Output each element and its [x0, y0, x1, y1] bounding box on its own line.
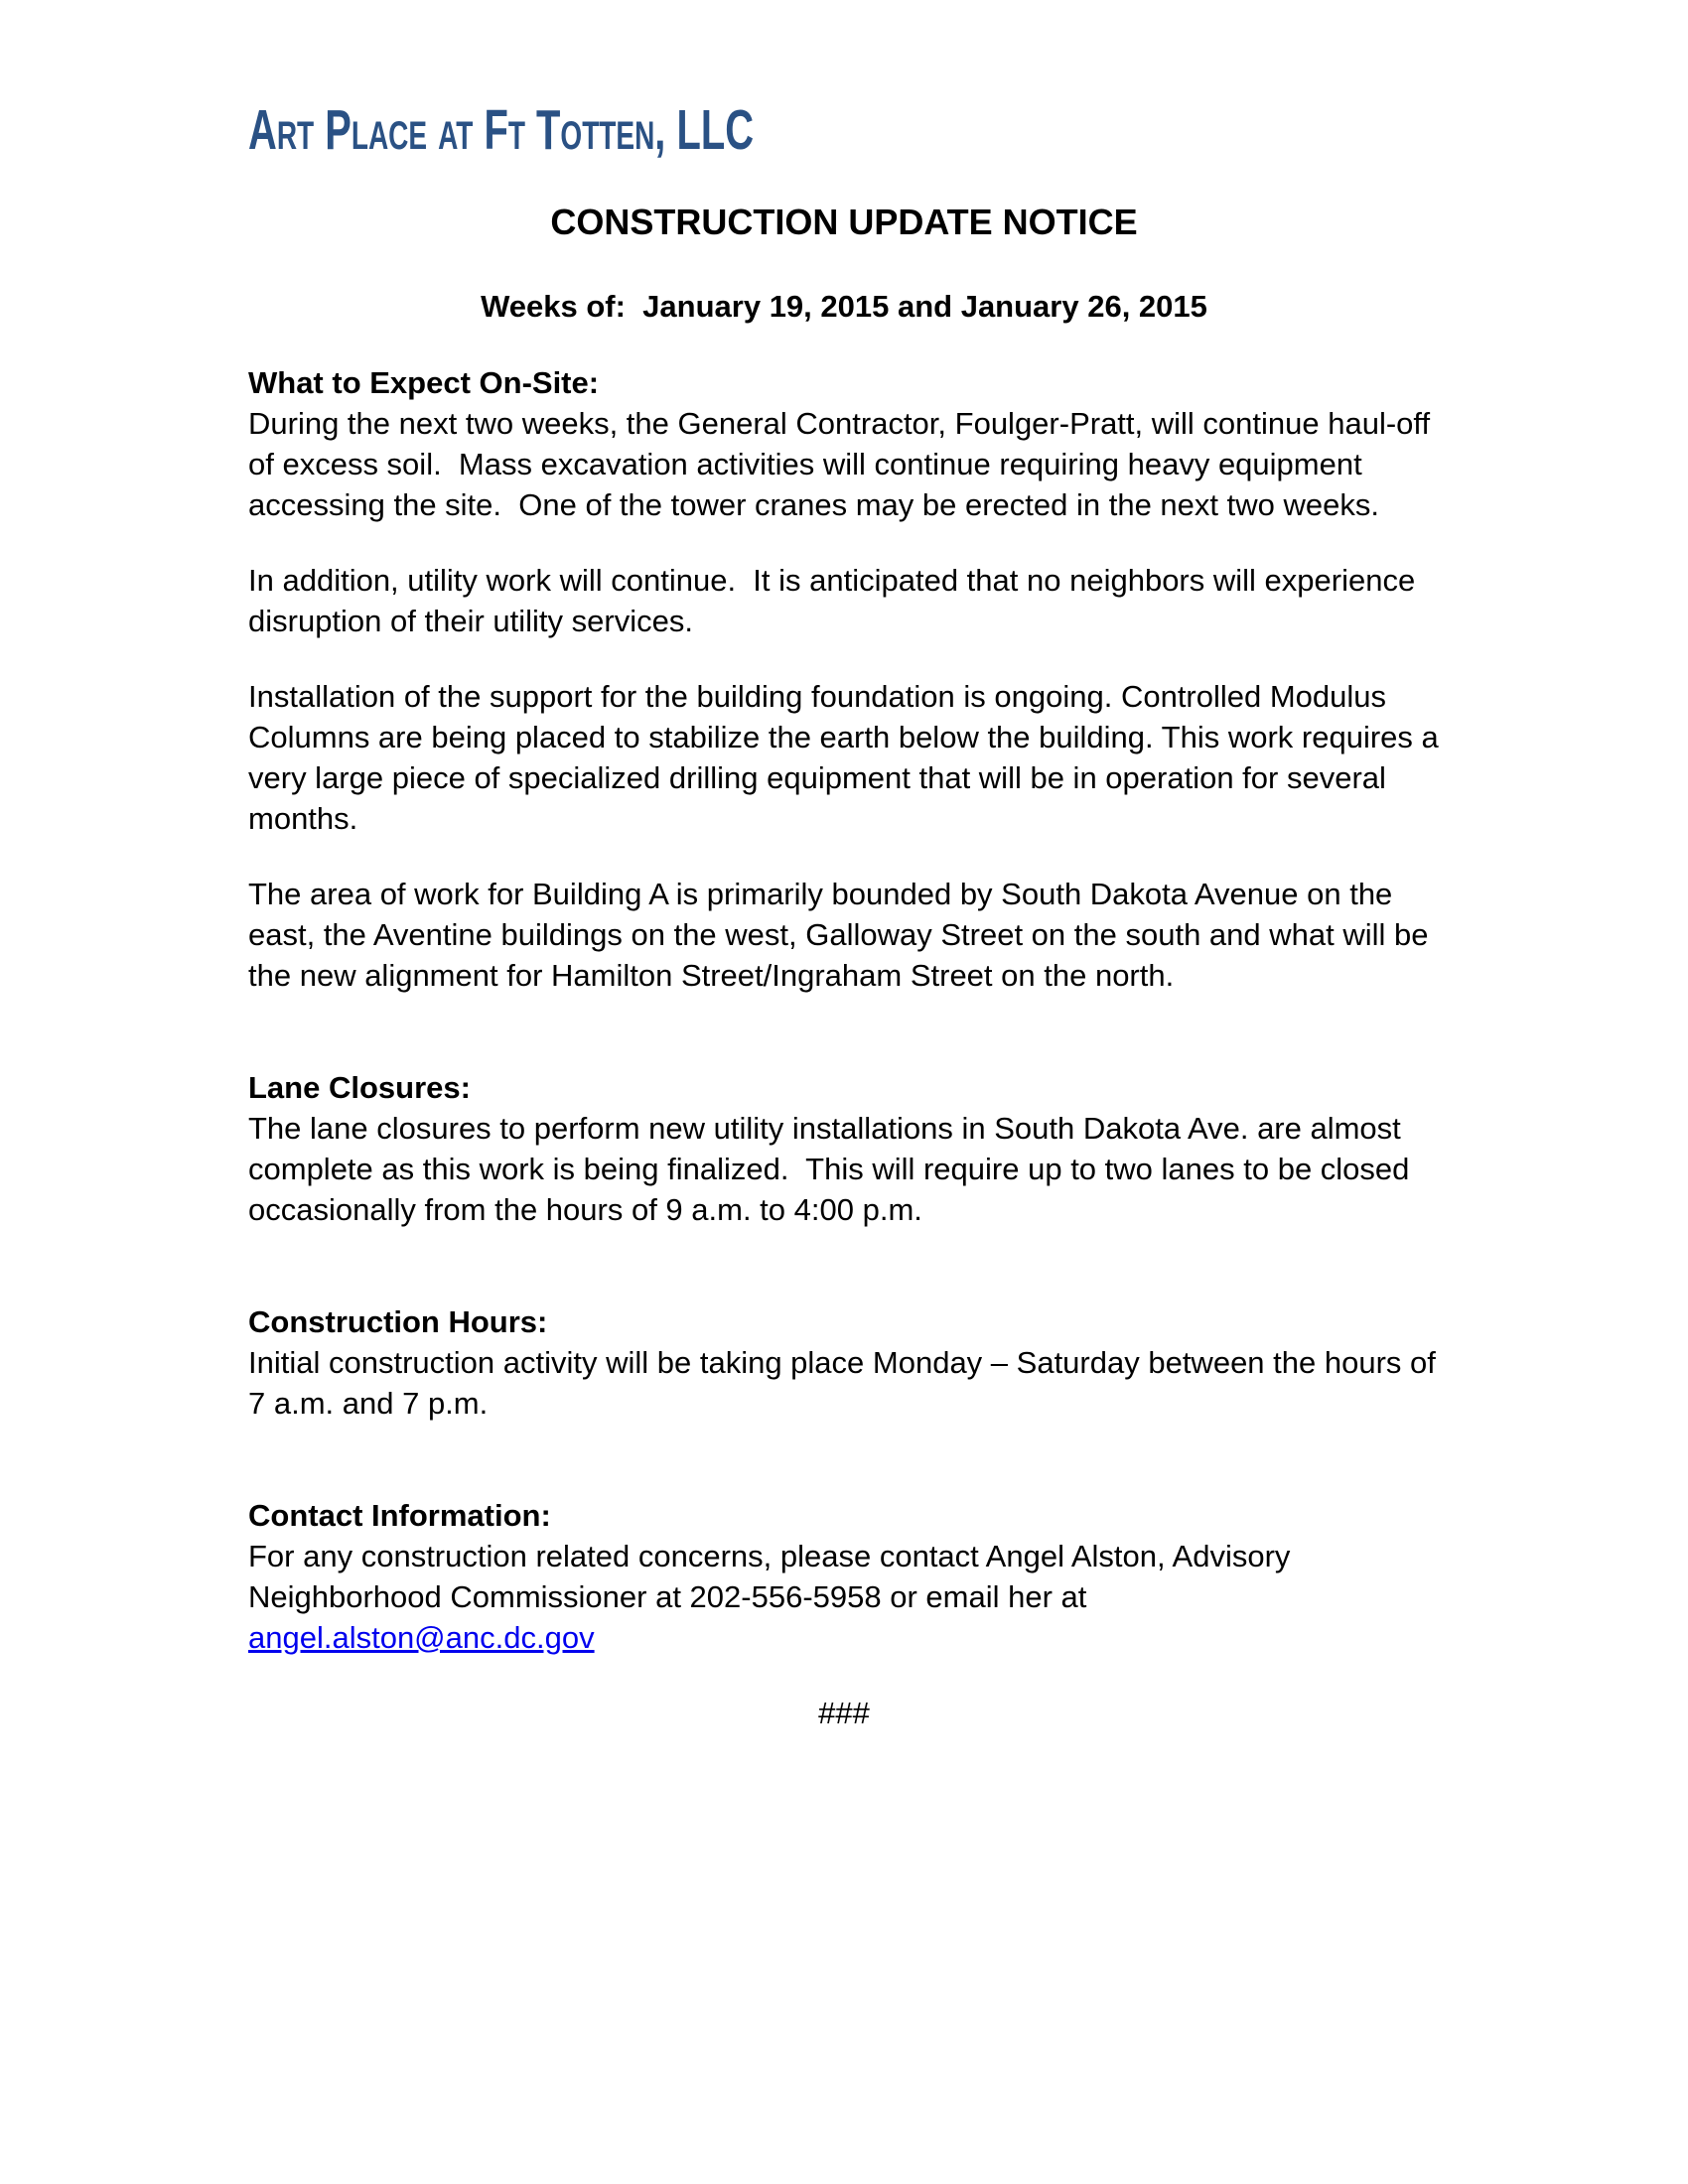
email-link[interactable]: angel.alston@anc.dc.gov — [248, 1620, 595, 1655]
paragraph: In addition, utility work will continue. It is anticipated that no neighbors will experience disruption of their utility services. — [248, 563, 1424, 638]
document-content — [248, 98, 1448, 1733]
section-heading-contact-information: Contact Information: — [248, 1498, 551, 1533]
end-mark: ### — [818, 1696, 870, 1730]
section-construction-hours — [248, 1301, 1445, 1424]
paragraph: The lane closures to perform new utility installations in South Dakota Ave. are almost complete as this work is being finalized. This will require up to two lanes to be closed occasionally from the hours of 9 a.m. to 4:00 p.m. — [248, 1111, 1419, 1227]
section-contact-information — [248, 1495, 1440, 1658]
section-heading-construction-hours: Construction Hours: — [248, 1304, 548, 1339]
section-what-to-expect — [248, 362, 1448, 996]
paragraph: For any construction related concerns, please contact Angel Alston, Advisory Neighborhood Commissioner at 202-556-5958 or email her at — [248, 1539, 1300, 1614]
section-heading-lane-closures: Lane Closures: — [248, 1070, 471, 1105]
paragraph: Initial construction activity will be taking place Monday – Saturday between the hours of 7 a.m. and 7 p.m. — [248, 1345, 1445, 1421]
paragraph: During the next two weeks, the General Contractor, Foulger-Pratt, will continue haul-off of excess soil. Mass excavation activities will continue requiring heavy equipment accessing the site. One of the tower cranes may be erected in the next two weeks. — [248, 406, 1439, 522]
company-title: Art Place at Ft Totten, LLC — [248, 98, 755, 162]
notice-title: CONSTRUCTION UPDATE NOTICE — [550, 202, 1138, 242]
section-heading-what-to-expect: What to Expect On-Site: — [248, 365, 600, 400]
paragraph: Installation of the support for the building foundation is ongoing. Controlled Modulus Columns are being placed to stabilize the earth below the building. This work requires a very large piece of specialized drilling equipment that will be in operation for several months. — [248, 679, 1448, 836]
date-line: Weeks of: January 19, 2015 and January 26, 2015 — [481, 289, 1207, 324]
section-lane-closures — [248, 1067, 1440, 1230]
paragraph: The area of work for Building A is primarily bounded by South Dakota Avenue on the east, the Aventine buildings on the west, Galloway Street on the south and what will be the new alignment for Hamilton Street/Ingraham Street on the north. — [248, 877, 1438, 993]
